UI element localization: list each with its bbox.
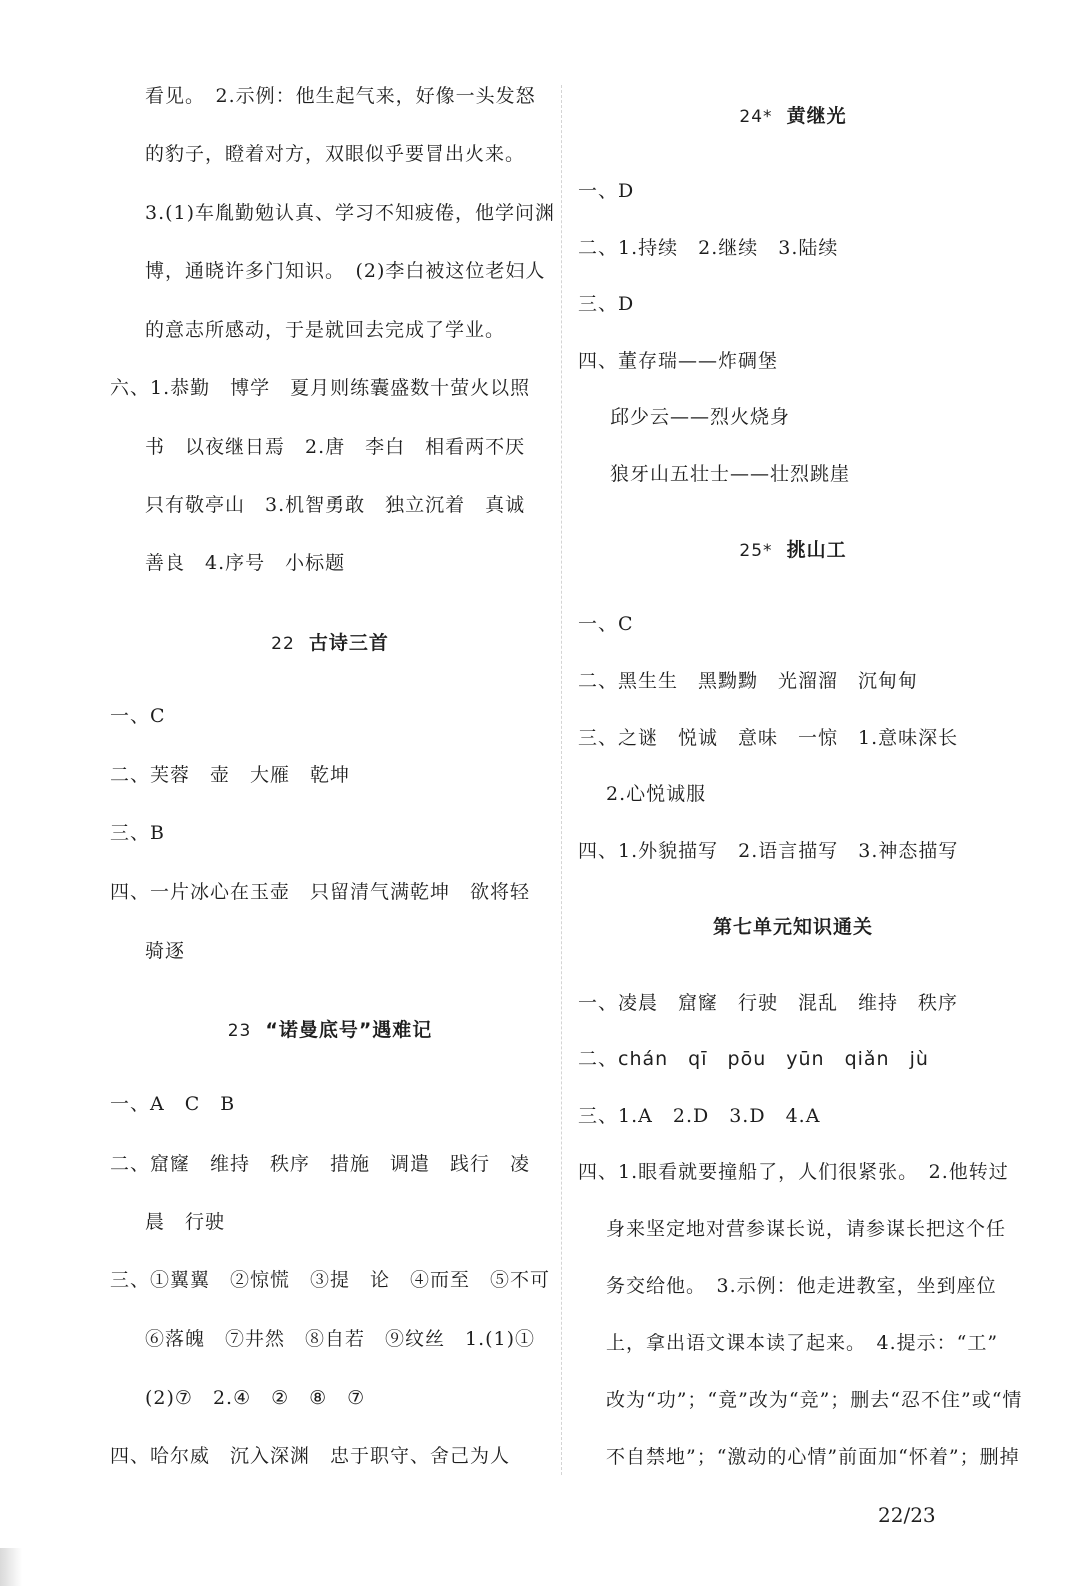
answer-line: ⑥落魄 ⑦井然 ⑧自若 ⑨纹丝 1.(1)① [145,1328,536,1350]
answer-line: 一、凌晨 窟窿 行驶 混乱 维持 秩序 [578,992,959,1014]
answer-line: 三、1.A 2.D 3.D 4.A [578,1105,821,1127]
unit-heading [578,915,1008,939]
answer-line: 务交给他。 3.示例：他走进教室，坐到座位 [606,1275,997,1297]
answer-line: 一、A C B [110,1093,236,1115]
answer-line: 三、①翼翼 ②惊慌 ③提 论 ④而至 ⑤不可 [110,1269,551,1291]
answer-line: 一、C [110,705,166,727]
answer-line: 二、chán qī pōu yūn qiǎn jù [578,1048,929,1070]
answer-line: 三、之谜 悦诚 意味 一惊 1.意味深长 [578,727,959,749]
lesson-title: “诺曼底号”遇难记 [265,1019,433,1041]
lesson-heading-24 [578,104,1008,129]
lesson-number: 22 [271,634,295,654]
answer-line: 四、哈尔威 沉入深渊 忠于职守、舍己为人 [110,1445,511,1467]
answer-line: 一、C [578,613,634,635]
lesson-number: 24* [739,107,773,127]
page-number: 22/23 [878,1503,936,1527]
unit-title: 第七单元知识通关 [712,916,873,938]
answer-line: 2.心悦诚服 [606,783,707,805]
lesson-title: 古诗三首 [308,632,389,654]
answer-line: 二、1.持续 2.继续 3.陆续 [578,237,839,259]
answer-line: 四、1.外貌描写 2.语言描写 3.神态描写 [578,840,959,862]
lesson-number: 25* [739,541,773,561]
answer-line: 书 以夜继日焉 2.唐 李白 相看两不厌 [145,436,526,458]
column-divider [561,85,562,1475]
answer-line: 四、一片冰心在玉壶 只留清气满乾坤 欲将轻 [110,881,531,903]
answer-line: 身来坚定地对营参谋长说，请参谋长把这个任 [606,1218,1007,1240]
answer-line: 一、D [578,180,635,202]
answer-line: 只有敬亭山 3.机智勇敢 独立沉着 真诚 [145,494,526,516]
answer-line: 二、芙蓉 壶 大雁 乾坤 [110,764,351,786]
lesson-title: 黄继光 [786,105,847,127]
lesson-number: 23 [227,1021,252,1041]
answer-line: 改为“功”；“竟”改为“竞”；删去“忍不住”或“情 [606,1389,1023,1411]
answer-line: 三、B [110,822,165,844]
answer-line: 邱少云——烈火烧身 [610,406,791,428]
answer-line: 六、1.恭勤 博学 夏月则练囊盛数十萤火以照 [110,377,531,399]
lesson-heading-22 [110,631,550,656]
answer-line: 四、董存瑞——炸碉堡 [578,350,779,372]
answer-line: 的意志所感动，于是就回去完成了学业。 [145,319,506,341]
answer-line: 二、窟窿 维持 秩序 措施 调遣 践行 凌 [110,1153,531,1175]
answer-line: (2)⑦ 2.④ ② ⑧ ⑦ [145,1387,366,1409]
answer-line: 博，通晓许多门知识。 (2)李白被这位老妇人 [145,260,546,282]
answer-line: 善良 4.序号 小标题 [145,552,346,574]
answer-line: 二、黑生生 黑黝黝 光溜溜 沉甸甸 [578,670,919,692]
answer-line: 不自禁地”；“激动的心情”前面加“怀着”；删掉 [606,1446,1020,1468]
answer-line: 骑逐 [145,940,186,962]
answer-line: 四、1.眼看就要撞船了，人们很紧张。 2.他转过 [578,1161,1009,1183]
scan-edge-shadow [0,1548,22,1586]
lesson-heading-23 [110,1018,550,1043]
answer-line: 的豹子，瞪着对方，双眼似乎要冒出火来。 [145,143,526,165]
lesson-heading-25 [578,538,1008,563]
answer-line: 晨 行驶 [145,1211,226,1233]
answer-line: 狼牙山五壮士——壮烈跳崖 [610,463,851,485]
answer-line: 3.(1)车胤勤勉认真、学习不知疲倦，他学问渊 [145,202,556,224]
answer-line: 上，拿出语文课本读了起来。 4.提示：“工” [606,1332,999,1354]
answer-line: 看见。 2.示例：他生起气来，好像一头发怒 [145,85,536,107]
lesson-title: 挑山工 [786,539,847,561]
answer-line: 三、D [578,293,635,315]
